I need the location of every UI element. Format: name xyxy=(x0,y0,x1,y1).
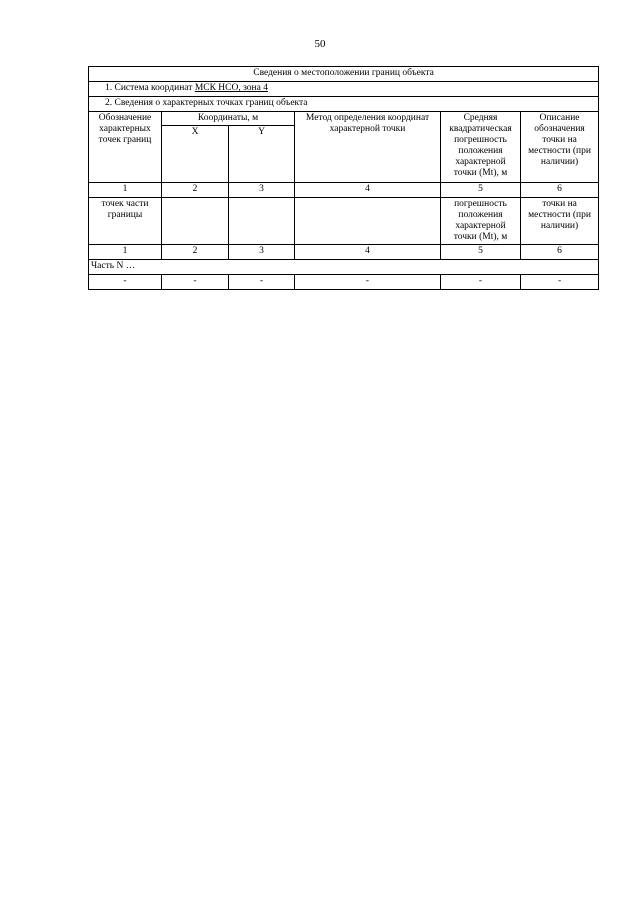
dash-cell: - xyxy=(162,275,229,290)
page-number: 50 xyxy=(314,38,326,50)
column-number: 1 xyxy=(89,183,162,198)
column-number: 4 xyxy=(295,183,441,198)
column-number: 3 xyxy=(229,245,295,260)
continuation-error: погрешность положения характерной точки (Mt), м xyxy=(441,198,521,245)
coordinate-system-value: МСК НСО, зона 4 xyxy=(194,83,268,93)
continuation-y xyxy=(229,198,295,245)
header-row-1 xyxy=(89,112,599,126)
column-number: 5 xyxy=(441,245,521,260)
header-x: X xyxy=(162,126,229,183)
dash-row xyxy=(89,275,599,290)
column-number: 6 xyxy=(521,245,599,260)
continuation-method xyxy=(295,198,441,245)
header-coordinates: Координаты, м xyxy=(162,112,295,126)
continuation-description: точки на местности (при наличии) xyxy=(521,198,599,245)
header-method: Метод определения координат характерной точки xyxy=(295,112,441,183)
coordinate-system-label: 1. Система координат xyxy=(105,83,195,93)
column-numbers-row-2 xyxy=(89,245,599,260)
part-row xyxy=(89,260,599,275)
header-description: Описание обозначения точки на местности (при наличии) xyxy=(521,112,599,183)
coordinate-system xyxy=(89,82,599,97)
column-number: 5 xyxy=(441,183,521,198)
section2-row xyxy=(89,97,599,112)
header-y: Y xyxy=(229,126,295,183)
header-designation: Обозначение характерных точек границ xyxy=(89,112,162,183)
dash-cell: - xyxy=(229,275,295,290)
column-number: 2 xyxy=(162,183,229,198)
dash-cell: - xyxy=(295,275,441,290)
column-numbers-row xyxy=(89,183,599,198)
column-number: 3 xyxy=(229,183,295,198)
continuation-x xyxy=(162,198,229,245)
boundary-points-table xyxy=(88,66,599,290)
column-number: 4 xyxy=(295,245,441,260)
dash-cell: - xyxy=(89,275,162,290)
header-error: Средняя квадратическая погрешность положения характерной точки (Mt), м xyxy=(441,112,521,183)
column-number: 1 xyxy=(89,245,162,260)
column-number: 2 xyxy=(162,245,229,260)
coordinate-system-row xyxy=(89,82,599,97)
continuation-row xyxy=(89,198,599,245)
dash-cell: - xyxy=(441,275,521,290)
table-title: Сведения о местоположении границ объекта xyxy=(89,67,599,82)
column-number: 6 xyxy=(521,183,599,198)
dash-cell: - xyxy=(521,275,599,290)
section2-heading: 2. Сведения о характерных точках границ объекта xyxy=(89,97,599,112)
part-label: Часть N … xyxy=(89,260,599,275)
continuation-designation: точек части границы xyxy=(89,198,162,245)
table-title-row xyxy=(89,67,599,82)
